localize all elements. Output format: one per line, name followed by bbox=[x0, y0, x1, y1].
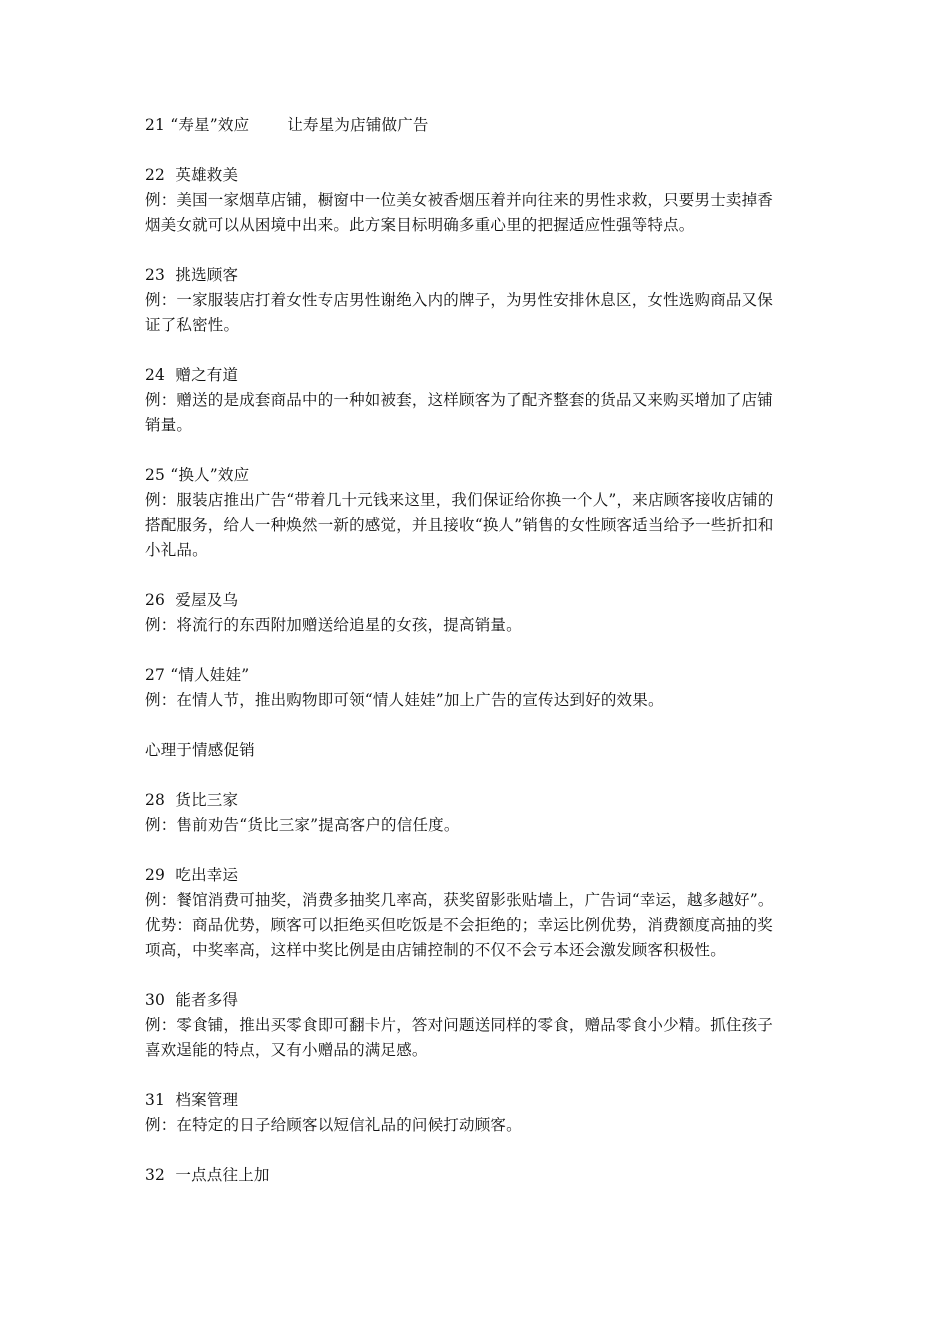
body-line: 搭配服务，给人一种焕然一新的感觉，并且接收“换人”销售的女性顾客适当给予一些折扣和 bbox=[145, 516, 774, 534]
section-heading bbox=[145, 363, 810, 388]
heading-title: 能者多得 bbox=[175, 991, 239, 1009]
heading-number: 21 bbox=[145, 116, 166, 134]
body-line: 例：一家服装店打着女性专店男性谢绝入内的牌子，为男性安排休息区，女性选购商品又保 bbox=[145, 291, 774, 309]
heading-title: “寿星”效应 bbox=[170, 116, 250, 134]
heading-title: “换人”效应 bbox=[170, 466, 250, 484]
heading-number: 29 bbox=[145, 866, 166, 884]
heading-title: 档案管理 bbox=[175, 1091, 239, 1109]
heading-number: 26 bbox=[145, 591, 166, 609]
body-line: 例：售前劝告“货比三家”提高客户的信任度。 bbox=[145, 816, 460, 834]
heading-title: 吃出幸运 bbox=[175, 866, 239, 884]
section-heading bbox=[145, 988, 810, 1013]
heading-number: 25 bbox=[145, 466, 166, 484]
heading-title: 赠之有道 bbox=[175, 366, 239, 384]
section-heading bbox=[145, 263, 810, 288]
heading-number: 28 bbox=[145, 791, 166, 809]
body-line: 例：零食铺，推出买零食即可翻卡片，答对问题送同样的零食，赠品零食小少精。抓住孩子 bbox=[145, 1016, 774, 1034]
body-line: 例：在特定的日子给顾客以短信礼品的问候打动顾客。 bbox=[145, 1116, 522, 1134]
heading-number: 27 bbox=[145, 666, 166, 684]
section-heading bbox=[145, 863, 810, 888]
body-line: 烟美女就可以从困境中出来。此方案目标明确多重心里的把握适应性强等特点。 bbox=[145, 216, 695, 234]
heading-number: 31 bbox=[145, 1091, 166, 1109]
heading-number: 23 bbox=[145, 266, 166, 284]
section-heading bbox=[145, 1163, 810, 1188]
body-line: 例：在情人节，推出购物即可领“情人娃娃”加上广告的宣传达到好的效果。 bbox=[145, 691, 664, 709]
section-heading bbox=[145, 113, 810, 138]
subsection-title: 心理于情感促销 bbox=[145, 741, 255, 759]
section-heading bbox=[145, 1088, 810, 1113]
heading-title: 爱屋及乌 bbox=[175, 591, 239, 609]
body-line: 例：服装店推出广告“带着几十元钱来这里，我们保证给你换一个人”，来店顾客接收店铺的 bbox=[145, 491, 774, 509]
body-line: 喜欢逞能的特点，又有小赠品的满足感。 bbox=[145, 1041, 428, 1059]
body-line: 例：美国一家烟草店铺，橱窗中一位美女被香烟压着并向往来的男性求救，只要男士卖掉香 bbox=[145, 191, 774, 209]
heading-subtitle: 让寿星为店铺做广告 bbox=[287, 116, 429, 134]
heading-number: 24 bbox=[145, 366, 166, 384]
heading-number: 32 bbox=[145, 1166, 166, 1184]
heading-title: 英雄救美 bbox=[175, 166, 239, 184]
body-line: 优势：商品优势，顾客可以拒绝买但吃饭是不会拒绝的；幸运比例优势，消费额度高抽的奖 bbox=[145, 916, 774, 934]
body-line: 例：将流行的东西附加赠送给追星的女孩，提高销量。 bbox=[145, 616, 522, 634]
body-line: 小礼品。 bbox=[145, 541, 208, 559]
heading-title: “情人娃娃” bbox=[170, 666, 250, 684]
section-heading bbox=[145, 788, 810, 813]
section-heading bbox=[145, 163, 810, 188]
heading-title: 货比三家 bbox=[175, 791, 239, 809]
section-heading bbox=[145, 463, 810, 488]
heading-number: 22 bbox=[145, 166, 166, 184]
body-line: 证了私密性。 bbox=[145, 316, 240, 334]
heading-number: 30 bbox=[145, 991, 166, 1009]
section-heading bbox=[145, 663, 810, 688]
body-line: 例：餐馆消费可抽奖，消费多抽奖几率高，获奖留影张贴墙上，广告词“幸运，越多越好”。 bbox=[145, 891, 774, 909]
body-line: 项高，中奖率高，这样中奖比例是由店铺控制的不仅不会亏本还会激发顾客积极性。 bbox=[145, 941, 726, 959]
body-line: 例：赠送的是成套商品中的一种如被套，这样顾客为了配齐整套的货品又来购买增加了店铺 bbox=[145, 391, 774, 409]
heading-title: 挑选顾客 bbox=[175, 266, 239, 284]
heading-title: 一点点往上加 bbox=[175, 1166, 270, 1184]
document-page bbox=[145, 113, 810, 1188]
body-line: 销量。 bbox=[145, 416, 193, 434]
section-heading bbox=[145, 588, 810, 613]
